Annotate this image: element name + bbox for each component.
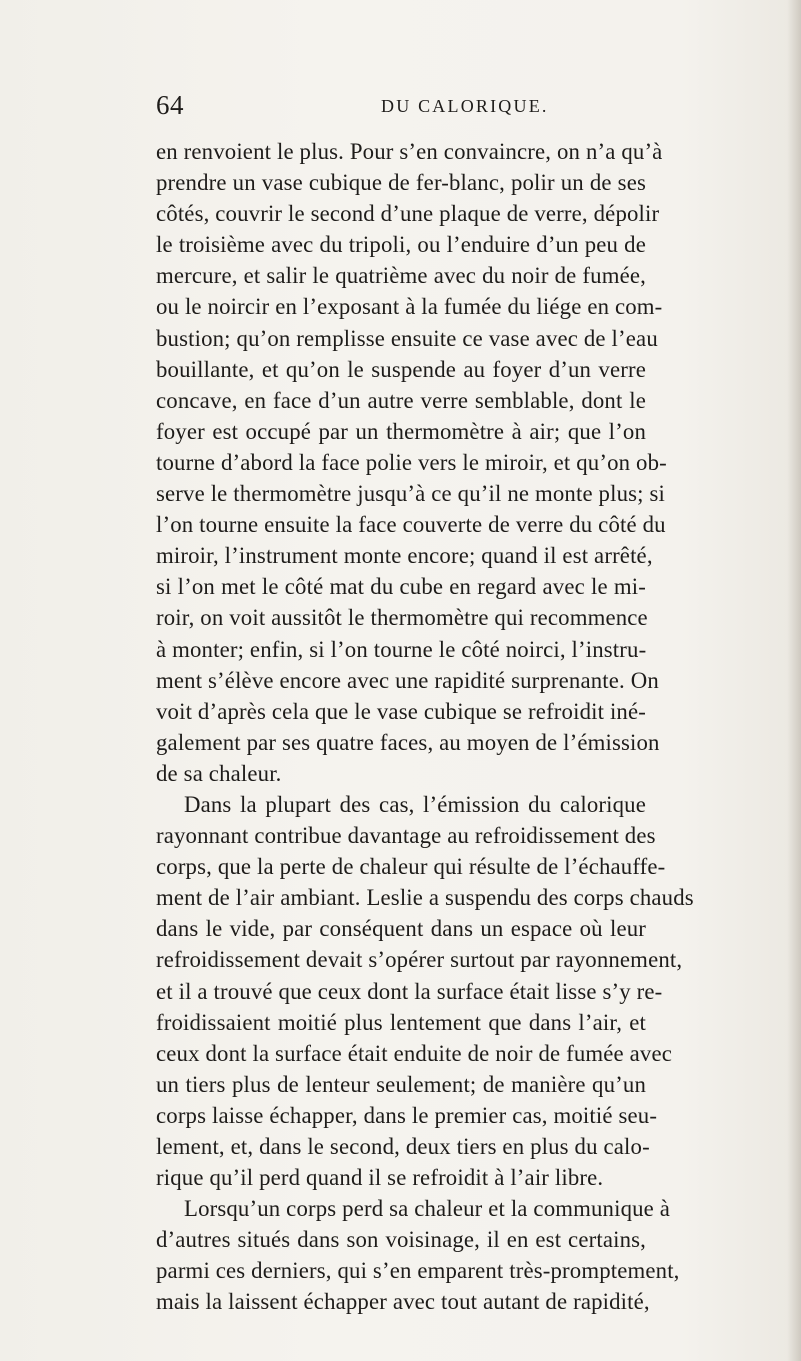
text-line: rayonnant contribue davantage au refroidissement des <box>156 823 656 849</box>
text-line: mais la laissent échapper avec tout autant de rapidité, <box>156 1289 650 1315</box>
text-line: de sa chaleur. <box>156 760 282 786</box>
text-line: galement par ses quatre faces, au moyen de l’émission <box>156 729 660 755</box>
page-edge-shadow <box>787 0 801 1361</box>
text-line: corps, que la perte de chaleur qui résulte de l’échauffe- <box>156 854 666 880</box>
text-line: dans le vide, par conséquent dans un espace où leur <box>156 916 646 942</box>
text-line: ment de l’air ambiant. Leslie a suspendu des corps chauds <box>156 885 694 911</box>
text-line: si l’on met le côté mat du cube en regard avec le mi- <box>156 574 646 600</box>
text-line: roir, on voit aussitôt le thermomètre qui recommence <box>156 605 648 631</box>
text-line: miroir, l’instrument monte encore; quand il est arrêté, <box>156 543 653 569</box>
text-line: ment s’élève encore avec une rapidité surprenante. On <box>156 667 659 693</box>
text-line: et il a trouvé que ceux dont la surface était lisse s’y re- <box>156 978 663 1004</box>
body-text <box>156 136 694 1318</box>
text-line: tourne d’abord la face polie vers le miroir, et qu’on ob- <box>156 449 667 475</box>
text-line: Dans la plupart des cas, l’émission du calorique <box>184 791 646 817</box>
text-line: d’autres situés dans son voisinage, il en est certains, <box>156 1227 646 1253</box>
text-line: rique qu’il perd quand il se refroidit à l’air libre. <box>156 1165 604 1191</box>
text-line: en renvoient le plus. Pour s’en convaincre, on n’a qu’à <box>156 139 663 164</box>
paragraph-1 <box>156 136 667 789</box>
text-line: à monter; enfin, si l’on tourne le côté noirci, l’instru- <box>156 636 647 662</box>
text-line: refroidissement devait s’opérer surtout par rayonnement, <box>156 947 683 973</box>
text-line: bustion; qu’on remplisse ensuite ce vase avec de l’eau <box>156 325 658 351</box>
text-line: Lorsqu’un corps perd sa chaleur et la communique à <box>184 1196 671 1222</box>
text-line: corps laisse échapper, dans le premier cas, moitié seu- <box>156 1102 658 1128</box>
text-line: mercure, et salir le quatrième avec du noir de fumée, <box>156 263 646 289</box>
running-head: DU CALORIQUE. <box>381 96 549 116</box>
paragraph-2 <box>156 789 694 1193</box>
text-line: serve le thermomètre jusqu’à ce qu’il ne monte plus; si <box>156 481 666 507</box>
text-line: l’on tourne ensuite la face couverte de verre du côté du <box>156 512 666 538</box>
page-number: 64 <box>156 90 184 120</box>
text-line: ou le noircir en l’exposant à la fumée du liége en com- <box>156 294 663 320</box>
text-line: foyer est occupé par un thermomètre à air; que l’on <box>156 418 646 444</box>
text-line: ceux dont la surface était enduite de noir de fumée avec <box>156 1040 673 1066</box>
text-line: voit d’après cela que le vase cubique se refroidit iné- <box>156 698 646 724</box>
paragraph-3 <box>156 1193 680 1317</box>
text-line: un tiers plus de lenteur seulement; de manière qu’un <box>156 1071 646 1097</box>
text-line: lement, et, dans le second, deux tiers en plus du calo- <box>156 1134 650 1159</box>
text-line: parmi ces derniers, qui s’en emparent très-promptement, <box>156 1258 680 1284</box>
text-line: froidissaient moitié plus lentement que dans l’air, et <box>156 1009 646 1035</box>
text-line: bouillante, et qu’on le suspende au foyer d’un verre <box>156 356 646 382</box>
text-line: concave, en face d’un autre verre semblable, dont le <box>156 387 646 413</box>
text-line: le troisième avec du tripoli, ou l’enduire d’un peu de <box>156 232 646 258</box>
text-line: prendre un vase cubique de fer-blanc, polir un de ses <box>156 170 646 196</box>
text-line: côtés, couvrir le second d’une plaque de verre, dépolir <box>156 201 660 227</box>
page-header <box>156 90 646 122</box>
